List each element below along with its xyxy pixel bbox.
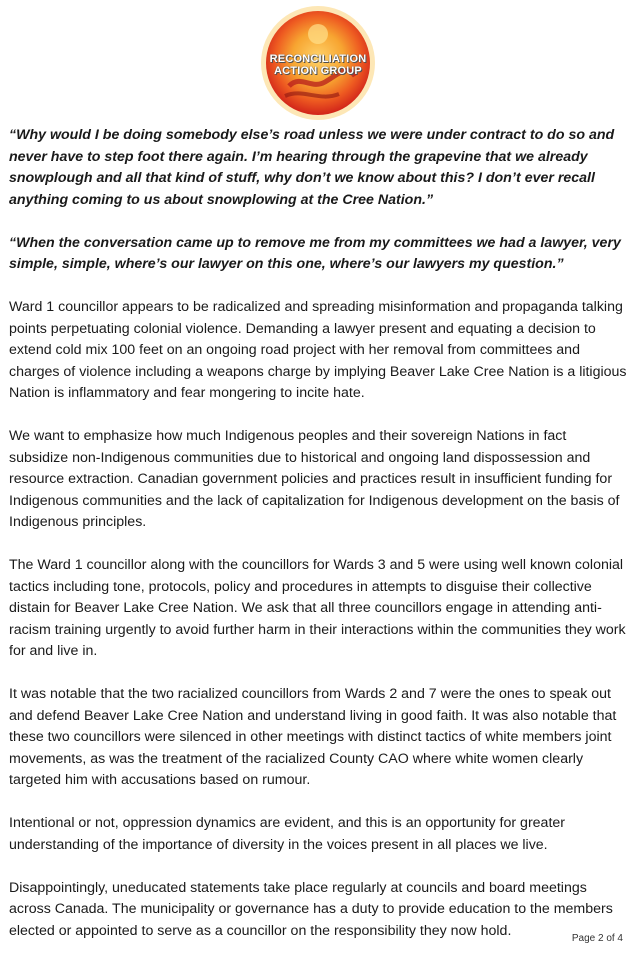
body-paragraph: Disappointingly, uneducated statements take place regularly at councils and board meetings across Canada. The municipality or governance has a duty to provide education to the members elected or appointed to serve as a councillor on the responsibility they now hold.	[9, 879, 613, 939]
document-body	[9, 125, 629, 964]
body-paragraph: The Ward 1 councillor along with the councillors for Wards 3 and 5 were using well known colonial tactics including tone, protocols, policy and procedures in attempts to disguise their collective distain for Beaver Lake Cree Nation. We ask that all three councillors engage in attending anti-racism training urgently to avoid further harm in their interactions within the communities they work for and live in.	[9, 557, 626, 659]
organization-logo	[259, 4, 377, 122]
quote-paragraph: “Why would I be doing somebody else’s road unless we were under contract to do so and never have to step foot there again. I’m hearing through the grapevine that we already snowplough and all that kind of stuff, why don’t we know about this? I don’t ever recall anything coming to us about snowplowing at the Cree Nation.”	[9, 127, 615, 208]
body-paragraph: It was notable that the two racialized councillors from Wards 2 and 7 were the ones to speak out and defend Beaver Lake Cree Nation and understand living in good faith. It was also notable that these two councillors were silenced in other meetings with distinct tactics of white members joint movements, as was the treatment of the racialized County CAO where white women clearly targeted him with accusations based on rumour.	[9, 686, 617, 788]
logo-text: RECONCILIATION ACTION GROUP	[269, 53, 367, 77]
quote-paragraph: “When the conversation came up to remove me from my committees we had a lawyer, very simple, simple, where’s our lawyer on this one, where’s our lawyers my question.”	[9, 234, 621, 272]
body-paragraph: Ward 1 councillor appears to be radicalized and spreading misinformation and propaganda talking points perpetuating colonial violence. Demanding a lawyer present and equating a decision to extend cold mix 100 feet on an ongoing road project with her removal from committees and charges of violence including a weapons charge by implying Beaver Lake Cree Nation is a litigious Nation is inflammatory and fear mongering to incite hate.	[9, 299, 627, 401]
page-number: Page 2 of 4	[571, 933, 623, 944]
body-paragraph: Intentional or not, oppression dynamics are evident, and this is an opportunity for greater understanding of the importance of diversity in the voices present in all places we live.	[9, 815, 566, 853]
body-paragraph: We want to emphasize how much Indigenous peoples and their sovereign Nations in fact subsidize non-Indigenous communities due to historical and ongoing land dispossession and resource extraction. Canadian government policies and practices result in insufficient funding for Indigenous communities and the lack of capitalization for Indigenous development on the basis of Indigenous principles.	[9, 428, 620, 530]
